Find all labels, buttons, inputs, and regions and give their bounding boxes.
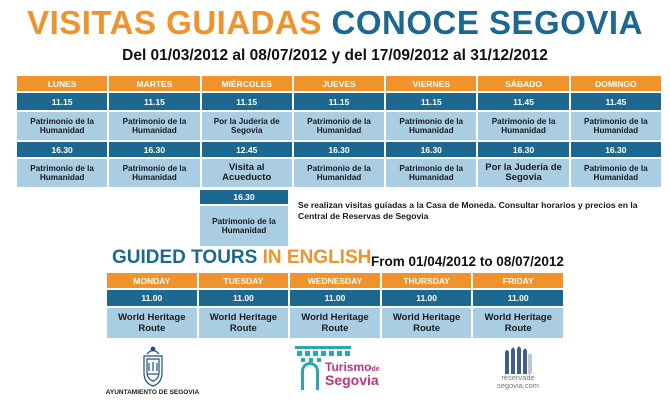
title-conoce-segovia: CONOCE SEGOVIA	[331, 4, 643, 41]
day-header: DOMINGO	[571, 76, 661, 91]
day-header: JUEVES	[294, 76, 384, 91]
day-header: MONDAY	[107, 273, 197, 288]
tour-time: 16.30	[294, 142, 384, 157]
english-tours-title	[112, 247, 371, 269]
day-header: FRIDAY	[473, 273, 563, 288]
tour-time: 16.30	[109, 142, 199, 157]
tour-name: World Heritage Route	[107, 308, 197, 338]
date-range-en: From 01/04/2012 to 08/07/2012	[371, 254, 564, 269]
tour-name: Patrimonio de la Humanidad	[109, 159, 199, 187]
ayuntamiento-logo	[105, 345, 200, 396]
tour-name: World Heritage Route	[473, 308, 563, 338]
date-range-es: Del 01/03/2012 al 08/07/2012 y del 17/09/2012 al 31/12/2012	[122, 47, 548, 64]
tour-time: 11.15	[294, 93, 384, 110]
towers-icon	[503, 344, 533, 374]
tour-name: Patrimonio de la Humanidad	[571, 159, 661, 187]
tour-time: 16.30	[386, 142, 476, 157]
tour-time: 11.15	[202, 93, 292, 110]
tour-time: 11.00	[290, 290, 380, 306]
tour-time: 16.30	[571, 142, 661, 157]
tour-time: 11.00	[473, 290, 563, 306]
tour-time: 12.45	[202, 142, 292, 157]
tour-time: 11.00	[107, 290, 197, 306]
day-header: VIERNES	[386, 76, 476, 91]
schedule-table-en	[107, 273, 563, 338]
aqueduct-arch-icon	[301, 362, 319, 390]
tour-name: Patrimonio de la Humanidad	[294, 112, 384, 140]
tour-name: Por la Judería de Segovia	[202, 112, 292, 140]
tour-name: World Heritage Route	[290, 308, 380, 338]
main-title	[0, 4, 670, 42]
tour-name: World Heritage Route	[382, 308, 472, 338]
tour-time: 16.30	[478, 142, 568, 157]
tour-name: Patrimonio de la Humanidad	[478, 112, 568, 140]
schedule-table-es	[17, 76, 661, 187]
tour-name: Patrimonio de la Humanidad	[386, 159, 476, 187]
extra-session-wednesday	[200, 190, 288, 246]
day-header: THURSDAY	[382, 273, 472, 288]
day-header: TUESDAY	[199, 273, 289, 288]
casa-moneda-note: Se realizan visitas guiadas a la Casa de Moneda. Consultar horarios y precios en la Central de Reservas de Segovia	[298, 200, 638, 221]
day-header: WEDNESDAY	[290, 273, 380, 288]
title-guided-tours: GUIDED TOURS	[112, 247, 258, 268]
tour-time: 11.15	[109, 93, 199, 110]
day-header: LUNES	[17, 76, 107, 91]
tour-name: Por la Judería de Segovia	[478, 159, 568, 187]
tour-time: 16.30	[17, 142, 107, 157]
title-in-english: IN ENGLISH	[262, 247, 372, 268]
title-visitas-guiadas: VISITAS GUIADAS	[27, 4, 322, 41]
day-header: SÁBADO	[478, 76, 568, 91]
tour-time: 11.15	[386, 93, 476, 110]
tour-name: Visita al Acueducto	[202, 159, 292, 187]
tour-name: World Heritage Route	[199, 308, 289, 338]
turismo-segovia-logo	[295, 346, 387, 391]
tour-name: Patrimonio de la Humanidad	[386, 112, 476, 140]
tour-time: 11.45	[478, 93, 568, 110]
day-header: MARTES	[109, 76, 199, 91]
tour-name: Patrimonio de la Humanidad	[109, 112, 199, 140]
segovia-word: Segovia	[325, 372, 379, 388]
reserva-domain: segovia.com	[496, 381, 540, 390]
tour-name: Patrimonio de la Humanidad	[571, 112, 661, 140]
reserva-label: reservade	[501, 373, 535, 382]
turismo-de-word: de	[371, 366, 380, 373]
tour-name: Patrimonio de la Humanidad	[200, 206, 288, 246]
tour-time: 11.00	[382, 290, 472, 306]
tour-time: 11.00	[199, 290, 289, 306]
ayuntamiento-label: AYUNTAMIENTO DE SEGOVIA	[105, 389, 200, 396]
tour-time: 11.45	[571, 93, 661, 110]
tour-time: 16.30	[200, 190, 288, 204]
tour-name: Patrimonio de la Humanidad	[17, 159, 107, 187]
turismo-word: Turismo	[325, 360, 372, 374]
coat-of-arms-icon	[138, 345, 168, 389]
tour-time: 11.15	[17, 93, 107, 110]
tour-name: Patrimonio de la Humanidad	[17, 112, 107, 140]
tour-name: Patrimonio de la Humanidad	[294, 159, 384, 187]
reserva-segovia-logo	[492, 344, 544, 390]
day-header: MIÉRCOLES	[202, 76, 292, 91]
